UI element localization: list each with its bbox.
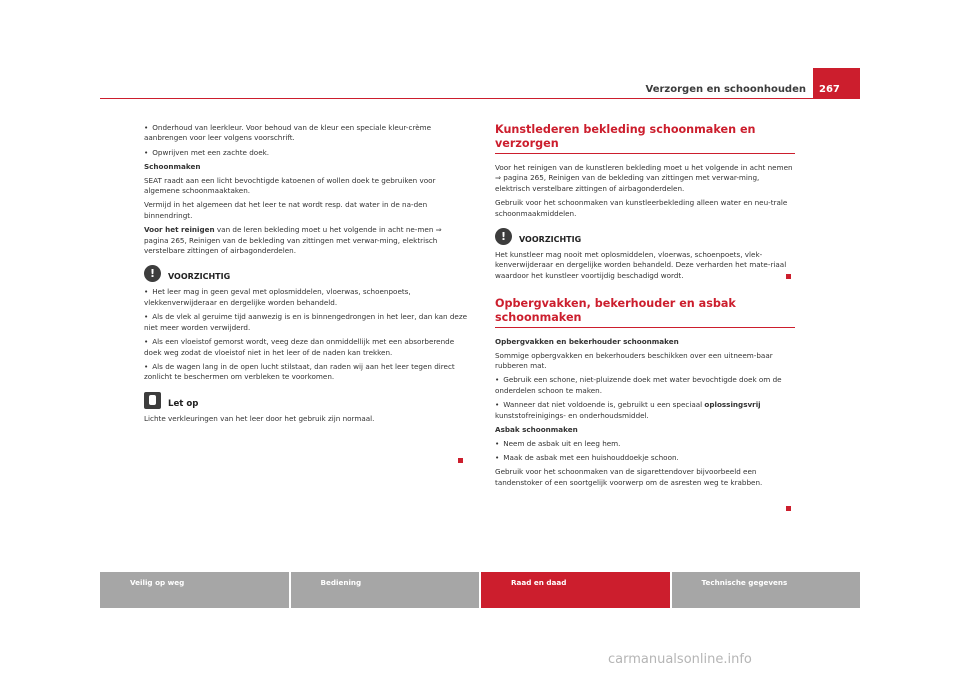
footer-tab-bediening[interactable]: Bediening <box>291 572 480 608</box>
warning-title-left: VOORZICHTIG <box>168 272 231 282</box>
warning-item: • Als een vloeistof gemorst wordt, veeg deze dan onmiddellijk met een absorberende doek weg zodat de vloeistof niet in het leer of de naden kan trekken. <box>144 337 468 358</box>
vermijd-text: Vermijd in het algemeen dat het leer te nat wordt resp. dat water in de na-den binnendringt. <box>144 200 428 220</box>
warning-block-right <box>495 228 795 245</box>
footer-tab-technische-gegevens[interactable]: Technische gegevens <box>672 572 861 608</box>
note-title: Let op <box>168 398 199 409</box>
polish-bullet: • Opwrijven met een zachte doek. <box>144 148 468 158</box>
opberg-heading: Opbergvakken en bekerhouder schoonmaken <box>495 337 679 347</box>
warning-text-right: Het kunstleer mag nooit met oplosmiddelen, vloerwas, schoenpoets, vlek-kenverwijderaar en dergelijke worden behandeld. Deze verharden het mate-riaal waardoor het kunstleer voortijdig beschadigd wordt. <box>495 250 787 280</box>
asbak-bullet: • Neem de asbak uit en leeg hem. <box>495 439 795 449</box>
warning-item: • Het leer mag in geen geval met oplosmiddelen, vloerwas, schoenpoets, vlekkenverwijderaar en dergelijke worden behandeld. <box>144 287 468 308</box>
section-divider <box>495 327 795 328</box>
asbak-text: Gebruik voor het schoonmaken van de sigarettendover bijvoorbeeld een tandenstoker of een soortgelijk voorwerp om de asresten weg te krabben. <box>495 467 763 487</box>
page-number: 267 <box>813 68 860 98</box>
warning-title-right: VOORZICHTIG <box>519 235 582 245</box>
section-end-marker <box>786 274 791 279</box>
asbak-bullet: • Maak de asbak met een huishouddoekje schoon. <box>495 453 795 463</box>
note-text: Lichte verkleuringen van het leer door het gebruik zijn normaal. <box>144 413 375 423</box>
note-block <box>144 392 468 409</box>
right-column <box>495 123 795 492</box>
page-header-title: Verzorgen en schoonhouden <box>645 84 806 95</box>
kunstleder-text-2: Gebruik voor het schoonmaken van kunstleerbekleding alleen water en neu-trale schoonmaakmiddelen. <box>495 198 788 218</box>
schoonmaken-heading: Schoonmaken <box>144 162 201 172</box>
exclamation-circle-icon: ! <box>495 228 512 245</box>
opberg-bullet-post: kunststofreinigings- en onderhoudsmiddel. <box>495 410 649 420</box>
header-divider <box>100 98 860 99</box>
leather-color-bullet: • Onderhoud van leerkleur. Voor behoud van de kleur een speciale kleur-crème aanbrengen voor leer volgens voorschrift. <box>144 123 468 144</box>
warning-item: • Als de wagen lang in de open lucht stilstaat, dan raden wij aan het leer tegen direct zonlicht te beschermen om verbleken te voorkomen. <box>144 362 468 383</box>
note-icon <box>144 392 161 409</box>
section-title-opbergvakken: Opbergvakken, bekerhouder en asbak schoonmaken <box>495 297 736 325</box>
section-end-marker <box>458 458 463 463</box>
voor-het-reinigen-paragraph <box>144 225 468 256</box>
section-end-marker <box>786 506 791 511</box>
opberg-bullet: • Gebruik een schone, niet-pluizende doek met water bevochtigde doek om de onderdelen schoon te maken. <box>495 375 795 396</box>
kunstleder-text-1: Voor het reinigen van de kunstleren bekleding moet u het volgende in acht nemen ⇒ pagina 265, Reinigen van de bekleding van zittingen met verwar-ming, elektrisch verstelbare zittingen of airbagonderdelen. <box>495 163 793 193</box>
exclamation-circle-icon: ! <box>144 265 161 282</box>
voor-het-reinigen-bold: Voor het reinigen <box>144 225 215 235</box>
footer-tab-raad-en-daad[interactable]: Raad en daad <box>481 572 670 608</box>
opberg-text: Sommige opbergvakken en bekerhouders beschikken over een uitneem-baar rubberen mat. <box>495 350 773 371</box>
section-title-kunstleder: Kunstlederen bekleding schoonmaken en verzorgen <box>495 123 756 150</box>
asbak-heading: Asbak schoonmaken <box>495 425 578 435</box>
schoonmaken-text: SEAT raadt aan een licht bevochtigde katoenen of wollen doek te gebruiken voor algemene schoonmaaktaken. <box>144 175 436 196</box>
warning-item: • Als de vlek al geruime tijd aanwezig is en is binnengedrongen in het leer, dan kan deze niet meer worden verwijderd. <box>144 312 468 333</box>
opberg-bullet <box>495 400 795 421</box>
watermark: carmanualsonline.info <box>608 652 752 667</box>
footer-tab-veilig-op-weg[interactable]: Veilig op weg <box>100 572 289 608</box>
left-column <box>144 123 468 428</box>
warning-block-left <box>144 265 468 282</box>
voor-het-reinigen-text: van de leren bekleding moet u het volgende in acht ne-men ⇒ pagina 265, Reinigen van de bekleding van zittingen met verwar-ming, elektrisch verstelbare zittingen of airbagonderdelen. <box>144 225 442 256</box>
opberg-bullet-bold: oplossingsvrij <box>704 400 761 410</box>
opberg-bullet-pre: Wanneer dat niet voldoende is, gebruikt u een speciaal <box>503 400 705 410</box>
footer-nav <box>100 572 860 608</box>
section-divider <box>495 153 795 154</box>
